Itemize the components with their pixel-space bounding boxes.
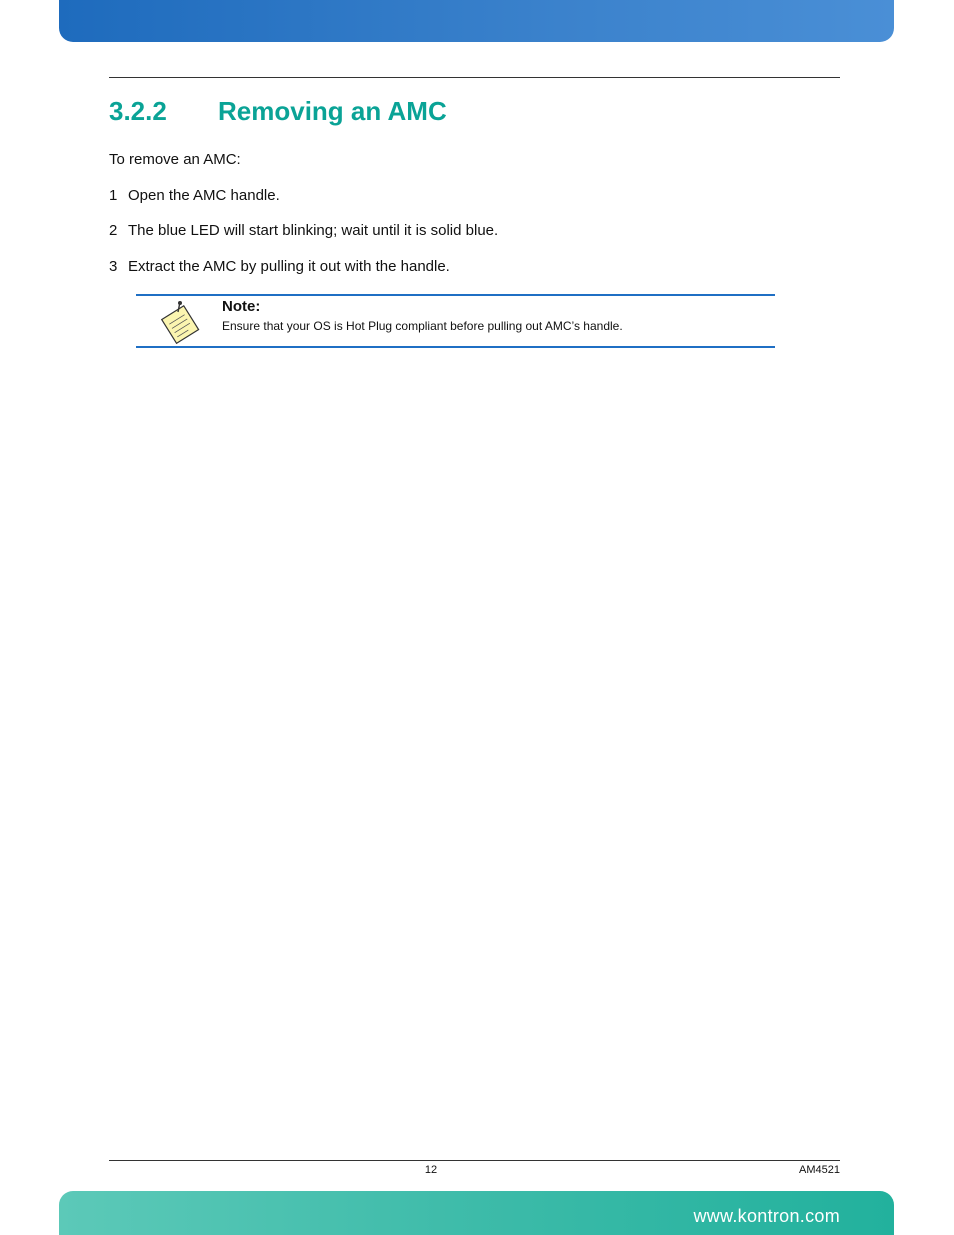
list-item [109,222,498,239]
footer-rule [109,1160,840,1161]
step-text: The blue LED will start blinking; wait until it is solid blue. [128,222,499,239]
step-number: 3 [109,258,118,275]
bottom-banner [59,1191,894,1235]
top-banner [59,0,894,42]
section-heading [109,96,447,127]
intro-text: To remove an AMC: [109,151,241,168]
step-text: Open the AMC handle. [128,187,280,204]
note-paper-icon [158,300,204,344]
note-box [136,294,775,348]
website-link[interactable]: www.kontron.com [693,1206,840,1226]
list-item [109,258,450,275]
section-title: Removing an AMC [218,96,447,126]
page-number: 12 [424,1164,438,1176]
list-item [109,187,280,204]
step-text: Extract the AMC by pulling it out with the handle. [128,258,450,275]
note-text: Ensure that your OS is Hot Plug compliant before pulling out AMC’s handle. [222,319,623,333]
header-rule [109,77,840,78]
section-number: 3.2.2 [109,96,167,126]
step-number: 2 [109,222,118,239]
note-title: Note: [222,298,261,315]
step-number: 1 [109,187,118,204]
document-id: AM4521 [799,1164,840,1176]
